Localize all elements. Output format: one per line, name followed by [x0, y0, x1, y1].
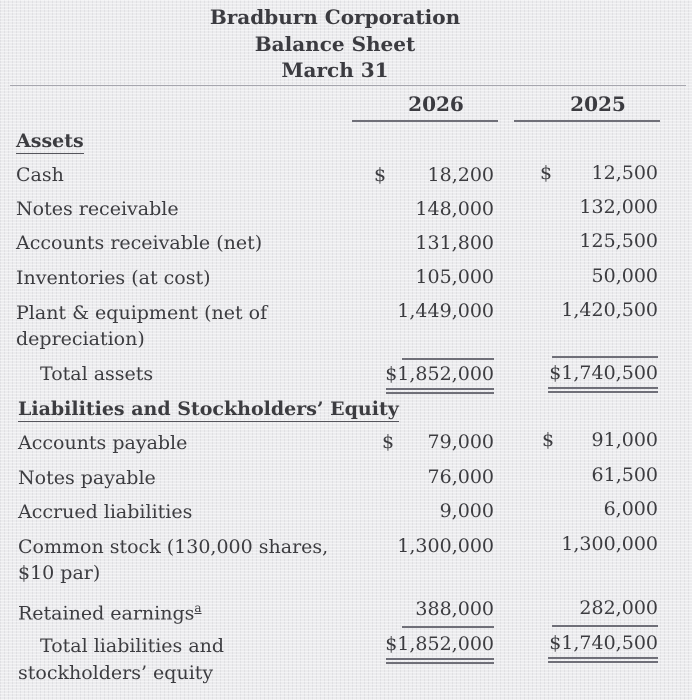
- row-label-notes-payable: Notes payable: [18, 467, 156, 489]
- value-2025: 282,000: [579, 597, 658, 619]
- total-assets-2025: $1,740,500: [549, 362, 658, 384]
- currency-sign: $: [542, 429, 555, 451]
- column-2025: 2025: [570, 92, 626, 116]
- currency-sign: $: [374, 164, 387, 186]
- value-2026: 18,200: [427, 164, 494, 186]
- double-rule-2025: [548, 661, 658, 663]
- row-label-cash: Cash: [16, 164, 64, 186]
- row-label-plant-equipment: Plant & equipment (net of: [16, 302, 268, 324]
- assets-heading: Assets: [16, 130, 84, 152]
- subtotal-rule-2025: [552, 625, 658, 627]
- total-liabilities-2025: $1,740,500: [549, 632, 658, 654]
- title-divider: [10, 85, 686, 86]
- double-rule-2026: [386, 392, 494, 394]
- statement-title: Balance Sheet: [254, 32, 416, 56]
- statement-date: March 31: [281, 58, 389, 82]
- value-2025: 6,000: [603, 498, 658, 520]
- double-rule-2025: [548, 387, 658, 389]
- value-2025: 61,500: [591, 464, 658, 486]
- double-rule-2026: [386, 662, 494, 664]
- total-assets-label: Total assets: [40, 363, 154, 385]
- value-2025: 132,000: [579, 196, 658, 218]
- subtotal-rule-2026: [402, 358, 494, 360]
- company-name: Bradburn Corporation: [209, 5, 461, 29]
- currency-sign: $: [382, 431, 395, 453]
- row-label-accrued-liabilities: Accrued liabilities: [18, 501, 193, 523]
- value-2026: 1,300,000: [397, 535, 494, 557]
- row-label-common-stock-cont: $10 par): [18, 562, 101, 584]
- value-2026: 1,449,000: [397, 300, 494, 322]
- value-2026: 131,800: [415, 232, 494, 254]
- double-rule-2026: [386, 388, 494, 390]
- footnote-marker[interactable]: a: [194, 601, 202, 615]
- row-label-accounts-payable: Accounts payable: [18, 432, 188, 454]
- value-2025: 12,500: [591, 162, 658, 184]
- total-liabilities-2026: $1,852,000: [385, 633, 494, 655]
- column-2025-rule: [514, 120, 660, 122]
- row-label-accounts-receivable: Accounts receivable (net): [16, 232, 263, 254]
- total-liabilities-label-cont: stockholders’ equity: [18, 662, 214, 684]
- value-2026: 79,000: [427, 431, 494, 453]
- double-rule-2026: [386, 658, 494, 660]
- retained-earnings-text: Retained earnings: [18, 602, 195, 625]
- currency-sign: $: [540, 162, 553, 184]
- value-2026: 148,000: [415, 198, 494, 220]
- liabilities-heading: Liabilities and Stockholders’ Equity: [18, 398, 399, 420]
- value-2025: 1,420,500: [561, 299, 658, 321]
- subtotal-rule-2026: [402, 626, 494, 628]
- value-2026: 388,000: [415, 598, 494, 620]
- value-2025: 125,500: [579, 230, 658, 252]
- row-label-common-stock: Common stock (130,000 shares,: [18, 536, 329, 558]
- row-label-notes-receivable: Notes receivable: [16, 198, 179, 220]
- value-2026: 76,000: [427, 466, 494, 488]
- value-2026: 105,000: [415, 266, 494, 288]
- column-2026-rule: [352, 120, 498, 122]
- value-2025: 1,300,000: [561, 533, 658, 555]
- value-2025: 91,000: [591, 429, 658, 451]
- double-rule-2025: [548, 657, 658, 659]
- row-label-plant-equipment-cont: depreciation): [16, 328, 145, 350]
- value-2026: 9,000: [439, 500, 494, 522]
- total-liabilities-label: Total liabilities and: [40, 635, 225, 657]
- value-2025: 50,000: [591, 265, 658, 287]
- row-label-inventories: Inventories (at cost): [16, 267, 211, 289]
- double-rule-2025: [548, 391, 658, 393]
- row-label-retained-earnings: [18, 601, 202, 624]
- subtotal-rule-2025: [552, 356, 658, 358]
- column-2026: 2026: [408, 92, 464, 116]
- total-assets-2026: $1,852,000: [385, 363, 494, 385]
